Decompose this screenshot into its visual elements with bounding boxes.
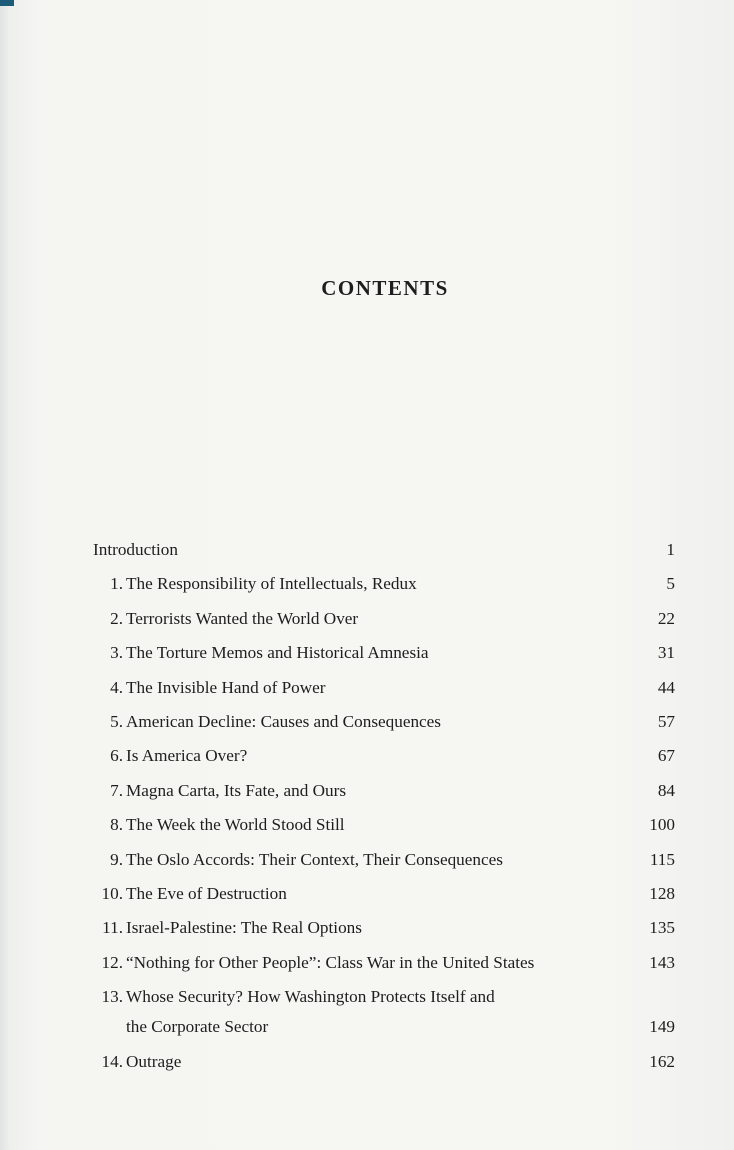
toc-number: 13. [101, 987, 123, 1007]
toc-page: 22 [657, 608, 675, 628]
toc-number: 4. [110, 677, 123, 697]
toc-title: The Invisible Hand of Power [126, 677, 326, 697]
toc-entry[interactable] [93, 572, 675, 606]
toc-title: Is America Over? [126, 746, 248, 766]
table-of-contents [93, 538, 675, 1084]
toc-entry[interactable] [93, 641, 675, 675]
page-title: CONTENTS [321, 276, 449, 300]
toc-number: 9. [110, 849, 123, 869]
toc-page: 135 [649, 918, 675, 938]
toc-title: The Week the World Stood Still [126, 815, 345, 835]
toc-page: 143 [649, 952, 675, 972]
toc-page: 100 [649, 815, 675, 835]
toc-title: The Torture Memos and Historical Amnesia [126, 643, 429, 663]
toc-number: 11. [102, 918, 123, 938]
toc-entry[interactable] [93, 779, 675, 813]
toc-title: Introduction [93, 540, 178, 559]
toc-entry-introduction[interactable] [93, 538, 675, 572]
toc-title: Israel-Palestine: The Real Options [126, 918, 362, 938]
toc-number: 3. [110, 643, 123, 663]
toc-page: 84 [657, 780, 675, 800]
toc-title: The Eve of Destruction [126, 883, 287, 903]
toc-number: 14. [101, 1051, 123, 1071]
toc-page: 1 [666, 540, 675, 559]
toc-page: 128 [649, 883, 675, 903]
toc-entry[interactable] [93, 744, 675, 778]
toc-number: 6. [110, 746, 123, 766]
toc-title: The Oslo Accords: Their Context, Their Consequences [126, 849, 503, 869]
toc-entry[interactable] [93, 813, 675, 847]
toc-page: 5 [666, 574, 675, 594]
toc-entry[interactable] [93, 882, 675, 916]
toc-entry[interactable] [93, 951, 675, 985]
toc-number: 8. [110, 815, 123, 835]
toc-page: 162 [649, 1051, 675, 1071]
toc-page: 31 [657, 643, 675, 663]
toc-page: 115 [649, 849, 675, 869]
toc-title: Terrorists Wanted the World Over [126, 608, 359, 628]
toc-title: Outrage [126, 1051, 182, 1071]
toc-number: 5. [110, 711, 123, 731]
toc-entry[interactable] [93, 848, 675, 882]
toc-page: 67 [657, 746, 675, 766]
toc-entry[interactable] [93, 1050, 675, 1084]
toc-entry[interactable] [93, 916, 675, 950]
toc-title-continued: the Corporate Sector [126, 1017, 269, 1037]
toc-page: 149 [649, 1017, 675, 1037]
toc-number: 7. [110, 780, 123, 800]
toc-title: The Responsibility of Intellectuals, Redux [126, 574, 417, 594]
toc-number: 12. [101, 952, 123, 972]
toc-page: 44 [657, 677, 675, 697]
toc-number: 10. [101, 883, 123, 903]
toc-entry[interactable] [93, 607, 675, 641]
page-edge-mark [0, 0, 14, 6]
toc-entry[interactable] [93, 676, 675, 710]
toc-number: 1. [110, 574, 123, 594]
toc-number: 2. [110, 608, 123, 628]
toc-title: Whose Security? How Washington Protects Itself and [126, 987, 495, 1007]
toc-entry[interactable] [93, 985, 675, 1050]
toc-entry[interactable] [93, 710, 675, 744]
toc-title: American Decline: Causes and Consequences [126, 711, 441, 731]
toc-title: Magna Carta, Its Fate, and Ours [126, 780, 347, 800]
toc-title: “Nothing for Other People”: Class War in the United States [126, 952, 535, 972]
toc-page: 57 [657, 711, 675, 731]
